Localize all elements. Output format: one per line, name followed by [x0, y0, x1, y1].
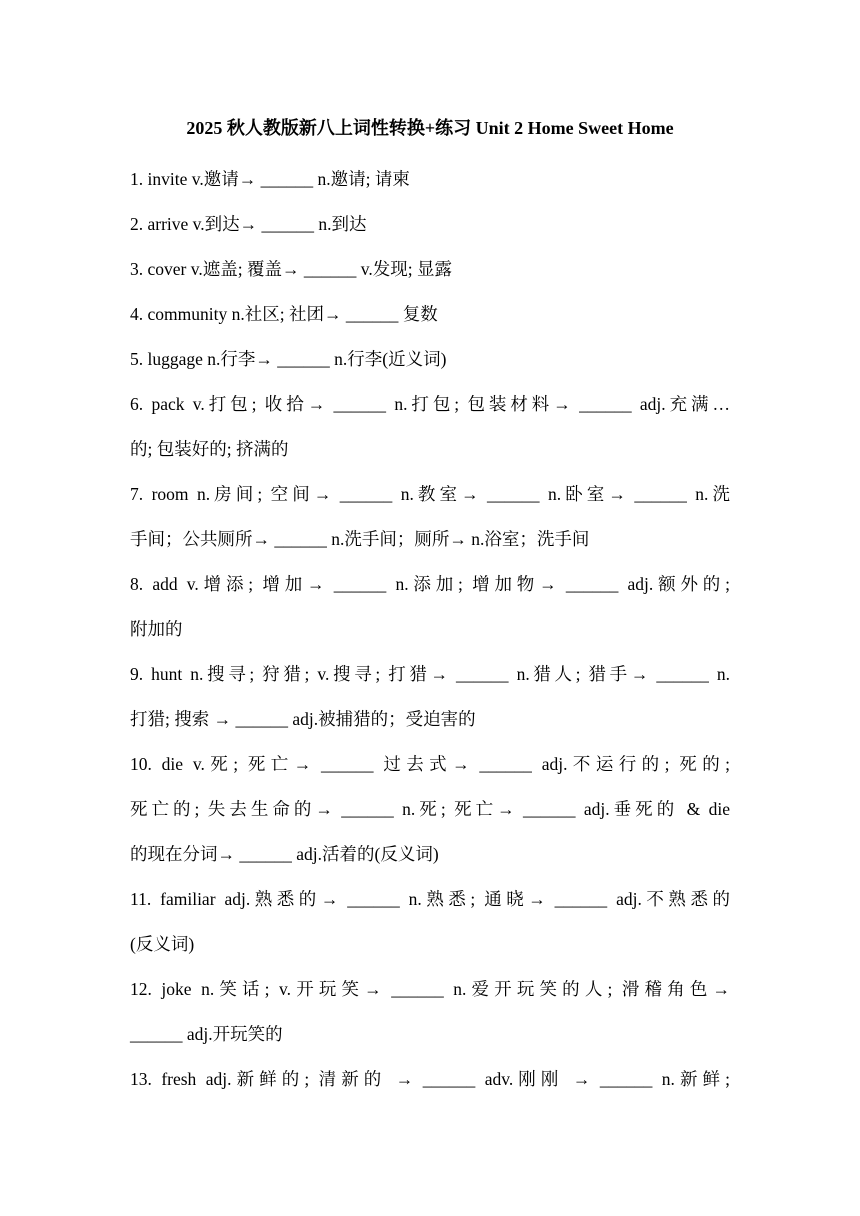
item-line: ______ adj.开玩笑的 — [130, 1024, 283, 1044]
item-line: 手间；公共厕所→ ______ n.洗手间；厕所→ n.浴室；洗手间 — [130, 529, 590, 549]
item-line: 的现在分词→ ______ adj.活着的(反义词) — [130, 844, 439, 864]
item-line: 9. hunt n.搜寻; 狩猎; v.搜寻; 打猎→ ______ n.猎人; 猎手→ ______ n. — [130, 664, 730, 684]
item-line: 8. add v.增添; 增加→ ______ n.添加; 增加物→ ______ adj.额外的; — [130, 574, 730, 594]
item-line: 打猎; 搜索 → ______ adj.被捕猎的；受迫害的 — [130, 709, 476, 729]
item-line: 7. room n.房间; 空间→ ______ n.教室→ ______ n.卧室→ ______ n.洗 — [130, 484, 730, 504]
item-line: 3. cover v.遮盖; 覆盖→ ______ v.发现; 显露 — [130, 259, 452, 279]
item-line: 5. luggage n.行李→ ______ n.行李(近义词) — [130, 349, 447, 369]
list-item — [130, 292, 730, 337]
item-line: 附加的 — [130, 619, 183, 639]
list-item — [130, 1057, 730, 1102]
list-item — [130, 382, 730, 472]
list-item — [130, 337, 730, 382]
item-line: 的; 包装好的; 挤满的 — [130, 439, 289, 459]
list-item — [130, 742, 730, 877]
list-item — [130, 472, 730, 562]
list-item — [130, 157, 730, 202]
item-line: 12. joke n.笑话; v.开玩笑→ ______ n.爱开玩笑的人; 滑稽角色→ — [130, 979, 730, 999]
item-line: (反义词) — [130, 934, 195, 954]
item-line: 2. arrive v.到达→ ______ n.到达 — [130, 214, 367, 234]
item-line: 6. pack v.打包; 收拾→ ______ n.打包; 包装材料→ ______ adj.充满… — [130, 394, 730, 414]
list-item — [130, 967, 730, 1057]
list-item — [130, 877, 730, 967]
item-line: 1. invite v.邀请→ ______ n.邀请; 请柬 — [130, 169, 410, 189]
list-item — [130, 652, 730, 742]
item-line: 4. community n.社区; 社团→ ______ 复数 — [130, 304, 438, 324]
document-title: 2025 秋人教版新八上词性转换+练习 Unit 2 Home Sweet Home — [186, 118, 674, 138]
item-line: 死亡的; 失去生命的→ ______ n.死; 死亡→ ______ adj.垂死的 & die — [130, 799, 730, 819]
list-item — [130, 562, 730, 652]
item-line: 10. die v.死; 死亡→ ______ 过去式→ ______ adj.不运行的; 死的; — [130, 754, 730, 774]
item-line: 13. fresh adj.新鲜的; 清新的 → ______ adv.刚刚 → ______ n.新鲜; — [130, 1069, 730, 1089]
item-line: 11. familiar adj.熟悉的→ ______ n.熟悉; 通晓→ ______ adj.不熟悉的 — [130, 889, 730, 909]
list-item — [130, 247, 730, 292]
vocabulary-list — [130, 157, 730, 1102]
list-item — [130, 202, 730, 247]
